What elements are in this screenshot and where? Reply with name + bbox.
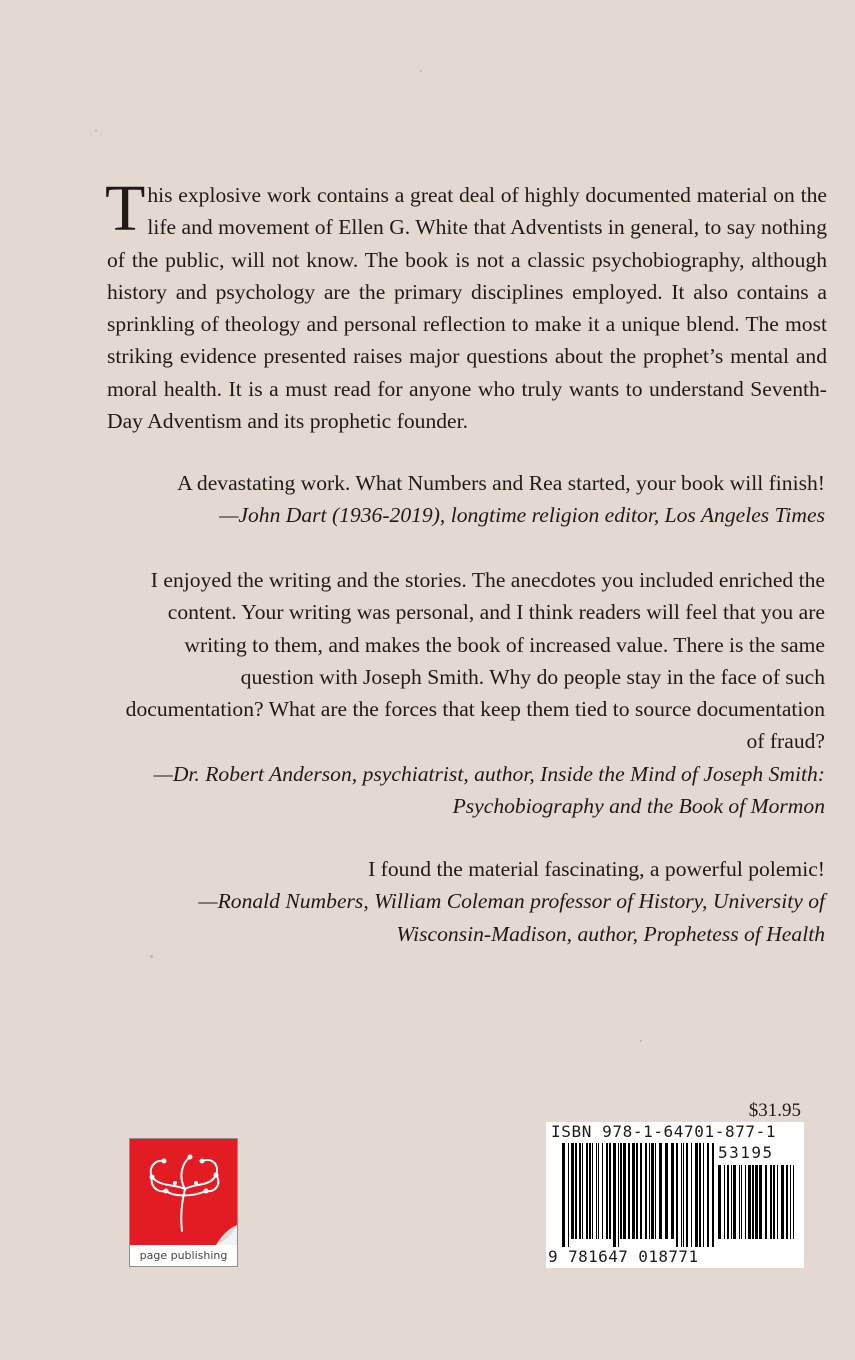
barcode-bar (707, 1143, 709, 1247)
barcode-bar (589, 1143, 591, 1239)
barcode-bar (727, 1165, 729, 1239)
barcode-bar (773, 1165, 775, 1239)
barcode-bar (793, 1165, 794, 1239)
ean-number: 9 781647 018771 (548, 1247, 699, 1266)
paper-speck (640, 1040, 642, 1042)
barcode-bar (575, 1143, 577, 1239)
barcode-bar (731, 1165, 732, 1239)
publisher-logo (129, 1138, 238, 1267)
barcode-bar (676, 1143, 678, 1247)
barcode-bar (786, 1165, 788, 1239)
endorsement-attribution: —Ronald Numbers, William Coleman professor of History, University of Wisconsin-Madison, author, Prophetess of Health (198, 889, 825, 946)
barcode-bar (755, 1165, 758, 1239)
endorsement-quote: I enjoyed the writing and the stories. The anecdotes you included enriched the content. Your writing was personal, and I think readers will feel that you are writing to them, and makes the book of increased value. There is the same question with Joseph Smith. Why do people stay in the face of such documentation? What are the forces that keep them tied to source documentation of fraud? (125, 568, 825, 754)
barcode-bar (712, 1143, 714, 1247)
endorsement-attribution: —John Dart (1936-2019), longtime religion editor, Los Angeles Times (219, 503, 825, 528)
endorsement-anderson (125, 564, 825, 822)
barcode-bar (613, 1143, 616, 1247)
barcode-bar (598, 1143, 599, 1239)
barcode-bar (745, 1165, 746, 1239)
barcode-bar (649, 1143, 650, 1239)
barcode-bar (781, 1165, 784, 1239)
barcode-bar (568, 1143, 569, 1247)
tree-icon (130, 1139, 237, 1245)
ean-bars (562, 1143, 722, 1247)
barcode-bar (651, 1143, 654, 1239)
barcode-bar (671, 1143, 674, 1239)
drop-cap: T (105, 172, 146, 245)
barcode-bar (686, 1143, 688, 1247)
paper-speck (95, 130, 97, 132)
barcode-bar (628, 1143, 630, 1239)
barcode-bar (606, 1143, 608, 1239)
price: $31.95 (748, 1100, 801, 1121)
barcode-bar (733, 1165, 736, 1239)
barcode-bar (699, 1143, 701, 1247)
isbn-label: ISBN 978-1-64701-877-1 (551, 1122, 777, 1141)
barcode-bar (645, 1143, 647, 1239)
barcode-bar (609, 1143, 611, 1239)
isbn-barcode (546, 1122, 804, 1268)
book-description (105, 172, 827, 437)
endorsement-quote: I found the material fascinating, a powerful polemic! (368, 857, 825, 881)
barcode-bar (623, 1143, 626, 1239)
endorsement-numbers (125, 853, 825, 950)
barcode-bar (703, 1143, 704, 1247)
endorsement-quote: A devastating work. What Numbers and Rea started, your book will finish! (177, 471, 825, 495)
publisher-logo-mark (130, 1139, 237, 1245)
barcode-bar (681, 1143, 682, 1247)
barcode-bar (765, 1165, 767, 1239)
barcode-bar (759, 1165, 762, 1239)
barcode-bar (632, 1143, 635, 1239)
barcode-bar (695, 1143, 698, 1247)
barcode-bar (724, 1165, 725, 1239)
barcode-bar (579, 1143, 581, 1239)
paper-speck (150, 955, 153, 958)
barcode-bar (602, 1143, 603, 1239)
barcode-bar (741, 1165, 742, 1239)
barcode-bar (659, 1143, 662, 1239)
barcode-bar (770, 1165, 772, 1239)
barcode-bar (752, 1165, 754, 1239)
barcode-price-code: 53195 (718, 1143, 774, 1162)
barcode-bar (562, 1143, 565, 1247)
barcode-bar (618, 1143, 619, 1247)
barcode-bar (748, 1165, 751, 1239)
barcode-bar (592, 1143, 593, 1239)
barcode-bar (582, 1143, 583, 1239)
description-text: his explosive work contains a great deal of highly documented material on the life and movement of Ellen G. White that Adventists in general, to say nothing of the public, will not know. The book is not a classic psychobiography, although history and psychology are the primary disciplines employed. It also contains a sprinkling of theology and personal reflection to make it a unique blend. The most striking evidence presented raises major questions about the prophet’s mental and moral health. It is a must read for anyone who truly wants to understand Seventh-Day Adventism and its prophetic founder. (107, 183, 827, 434)
barcode-bar (636, 1143, 638, 1239)
barcode-bar (586, 1143, 588, 1239)
barcode-bar (739, 1165, 740, 1239)
paper-speck (420, 70, 422, 72)
endorsement-attribution: —Dr. Robert Anderson, psychiatrist, author, Inside the Mind of Joseph Smith: Psychobiography and the Book of Mormon (153, 761, 825, 819)
publisher-name: page publishing (139, 1249, 228, 1262)
barcode-bar (620, 1143, 622, 1239)
addon-bars (718, 1165, 798, 1247)
barcode-bar (790, 1165, 791, 1239)
barcode-bar (683, 1143, 684, 1247)
barcode-bar (655, 1143, 656, 1239)
barcode-bar (665, 1143, 668, 1239)
endorsement-dart (105, 467, 825, 532)
barcode-bar (640, 1143, 642, 1239)
barcode-bar (691, 1143, 692, 1247)
barcode-bar (777, 1165, 778, 1239)
barcode-bar (596, 1143, 597, 1239)
barcode-bar (571, 1143, 574, 1239)
barcode-bar (718, 1165, 721, 1239)
